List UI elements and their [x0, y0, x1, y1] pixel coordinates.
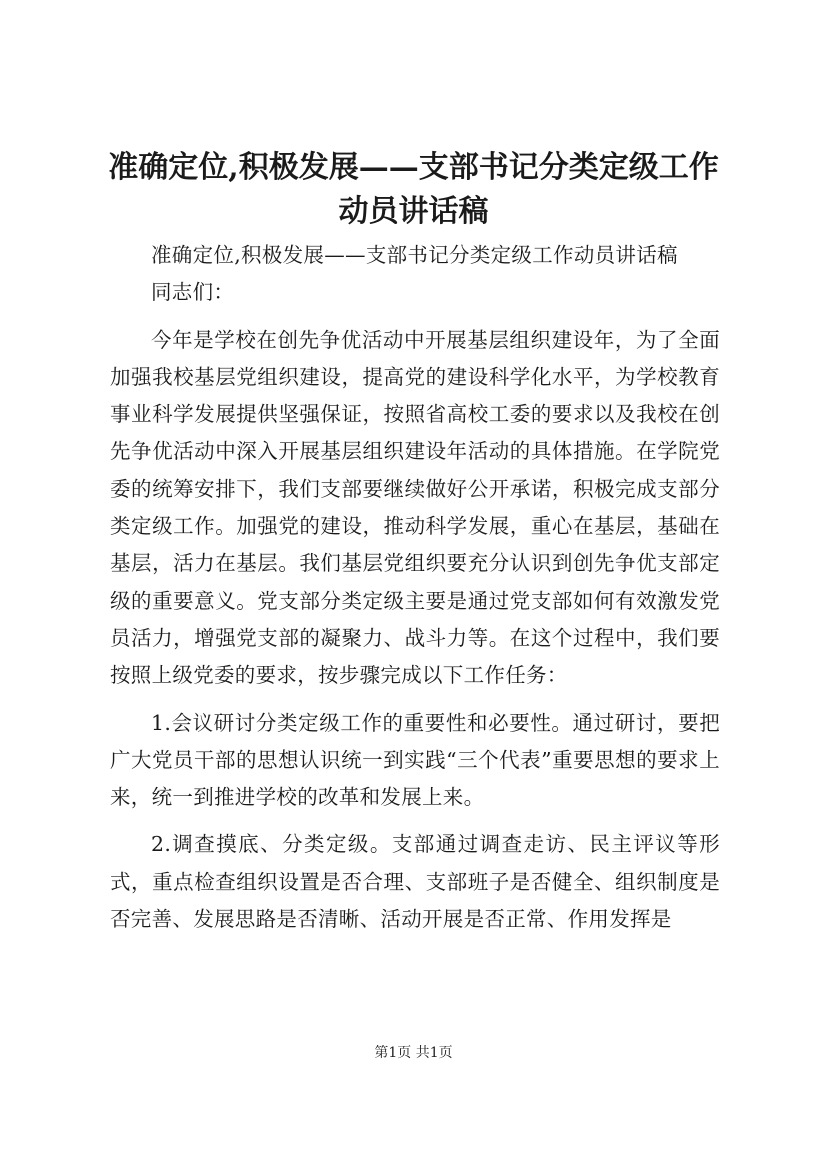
- page-footer: 第1页 共1页: [374, 1045, 453, 1061]
- body-paragraph: 2.调查摸底、分类定级。支部通过调查走访、民主评议等形式，重点检查组织设置是否合理、支部班子是否健全、组织制度是否完善、发展思路是否清晰、活动开展是否正常、作用发挥是: [110, 832, 720, 932]
- body-paragraph: 准确定位,积极发展——支部书记分类定级工作动员讲话稿: [151, 243, 678, 267]
- body-paragraph: 1.会议研讨分类定级工作的重要性和必要性。通过研讨，要把广大党员干部的思想认识统一到实践“三个代表”重要思想的要求上来，统一到推进学校的改革和发展上来。: [110, 710, 720, 810]
- document-body: [110, 237, 720, 938]
- document-title: 准确定位,积极发展——支部书记分类定级工作动员讲话稿: [108, 150, 719, 229]
- body-paragraph: 同志们：: [151, 280, 235, 305]
- body-paragraph: 今年是学校在创先争优活动中开展基层组织建设年，为了全面加强我校基层党组织建设，提高党的建设科学化水平，为学校教育事业科学发展提供坚强保证，按照省高校工委的要求以及我校在创先争优活动中深入开展基层组织建设年活动的具体措施。在学院党委的统筹安排下，我们支部要继续做好公开承诺，积极完成支部分类定级工作。加强党的建设，推动科学发展，重心在基层，基础在基层，活力在基层。我们基层党组织要充分认识到创先争优支部定级的重要意义。党支部分类定级主要是通过党支部如何有效激发党员活力，增强党支部的凝聚力、战斗力等。在这个过程中，我们要按照上级党委的要求，按步骤完成以下工作任务：: [110, 327, 720, 688]
